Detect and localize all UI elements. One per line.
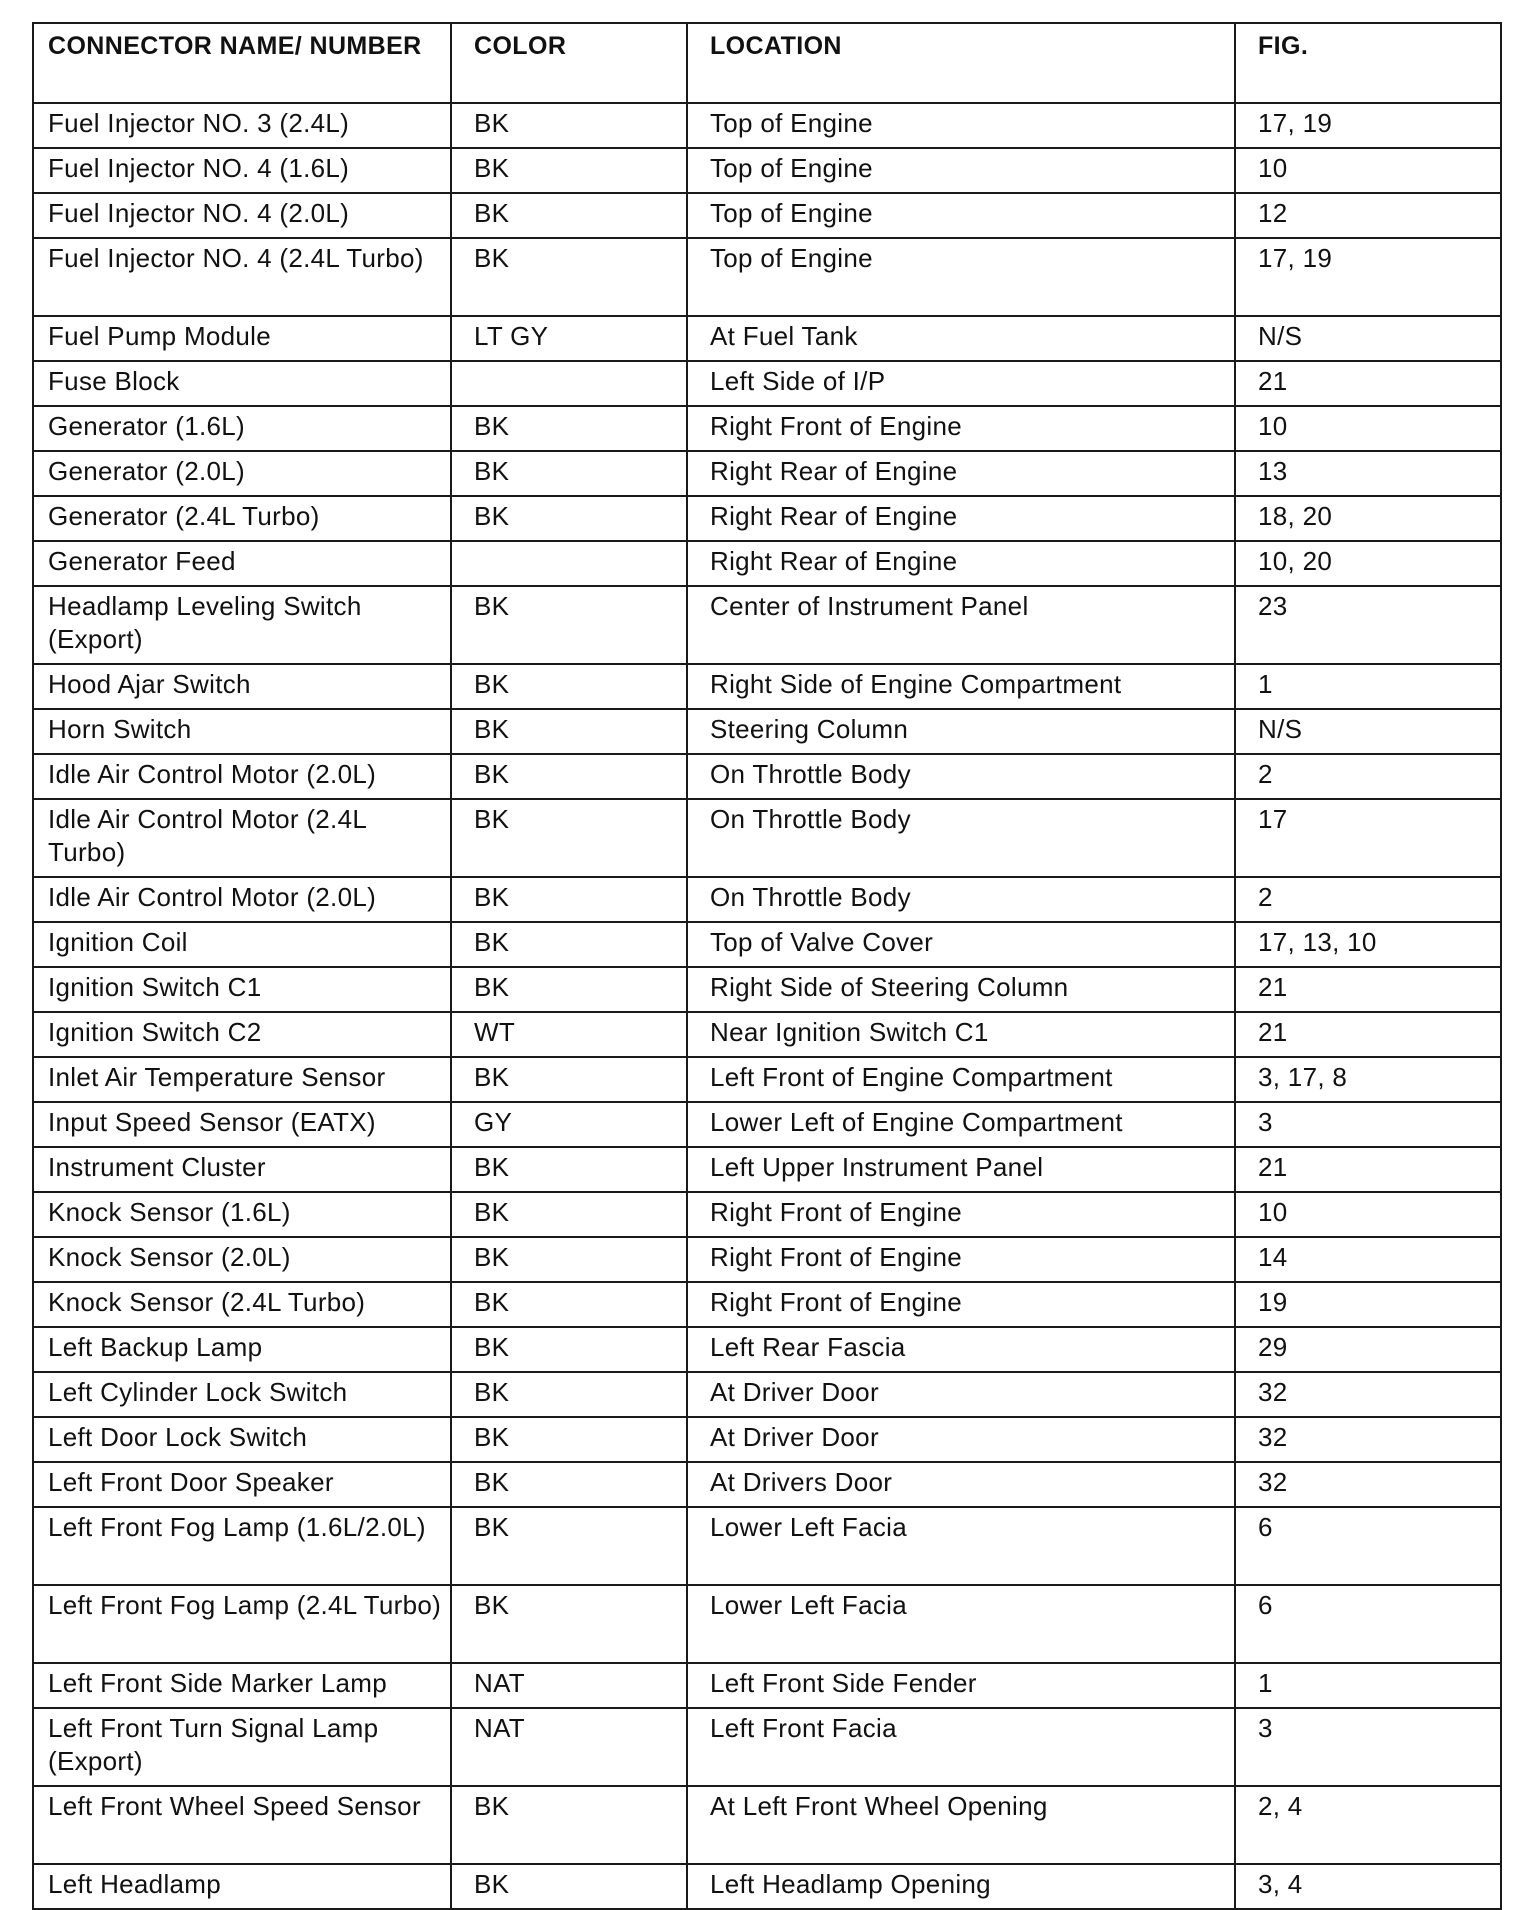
cell-connector-name: Generator (2.4L Turbo) xyxy=(33,496,451,541)
cell-location: Steering Column xyxy=(687,709,1235,754)
cell-color: BK xyxy=(451,664,687,709)
cell-fig: 29 xyxy=(1235,1327,1501,1372)
table-row xyxy=(33,1102,1501,1147)
cell-color: BK xyxy=(451,586,687,664)
cell-fig: 13 xyxy=(1235,451,1501,496)
cell-fig: 19 xyxy=(1235,1282,1501,1327)
cell-connector-name: Left Front Fog Lamp (1.6L/2.0L) xyxy=(33,1507,451,1585)
table-row xyxy=(33,799,1501,877)
cell-color: BK xyxy=(451,1147,687,1192)
cell-fig: 17, 13, 10 xyxy=(1235,922,1501,967)
cell-connector-name: Ignition Switch C1 xyxy=(33,967,451,1012)
cell-connector-name: Fuel Injector NO. 3 (2.4L) xyxy=(33,103,451,148)
cell-connector-name: Left Door Lock Switch xyxy=(33,1417,451,1462)
cell-connector-name: Generator (2.0L) xyxy=(33,451,451,496)
cell-location: At Fuel Tank xyxy=(687,316,1235,361)
cell-connector-name: Input Speed Sensor (EATX) xyxy=(33,1102,451,1147)
cell-location: Left Headlamp Opening xyxy=(687,1864,1235,1909)
table-row xyxy=(33,148,1501,193)
cell-color: NAT xyxy=(451,1663,687,1708)
cell-connector-name: Headlamp Leveling Switch (Export) xyxy=(33,586,451,664)
connector-table-page xyxy=(32,22,1502,1910)
cell-connector-name: Generator (1.6L) xyxy=(33,406,451,451)
cell-fig: 17 xyxy=(1235,799,1501,877)
cell-location: On Throttle Body xyxy=(687,877,1235,922)
cell-color: BK xyxy=(451,754,687,799)
cell-fig: 3, 4 xyxy=(1235,1864,1501,1909)
table-row xyxy=(33,1237,1501,1282)
cell-color: BK xyxy=(451,238,687,316)
cell-fig: 14 xyxy=(1235,1237,1501,1282)
cell-connector-name: Ignition Coil xyxy=(33,922,451,967)
cell-location: Top of Valve Cover xyxy=(687,922,1235,967)
cell-color: GY xyxy=(451,1102,687,1147)
cell-connector-name: Ignition Switch C2 xyxy=(33,1012,451,1057)
cell-connector-name: Knock Sensor (1.6L) xyxy=(33,1192,451,1237)
cell-location: Near Ignition Switch C1 xyxy=(687,1012,1235,1057)
cell-connector-name: Knock Sensor (2.0L) xyxy=(33,1237,451,1282)
table-row xyxy=(33,193,1501,238)
cell-fig: 2 xyxy=(1235,754,1501,799)
cell-connector-name: Inlet Air Temperature Sensor xyxy=(33,1057,451,1102)
cell-location: Right Side of Steering Column xyxy=(687,967,1235,1012)
cell-color: BK xyxy=(451,1237,687,1282)
cell-fig: 10 xyxy=(1235,406,1501,451)
cell-location: Left Front Facia xyxy=(687,1708,1235,1786)
table-row xyxy=(33,238,1501,316)
table-row xyxy=(33,1864,1501,1909)
cell-fig: 3 xyxy=(1235,1102,1501,1147)
cell-fig: 3 xyxy=(1235,1708,1501,1786)
cell-connector-name: Left Front Door Speaker xyxy=(33,1462,451,1507)
table-row xyxy=(33,541,1501,586)
cell-location: On Throttle Body xyxy=(687,754,1235,799)
cell-location: At Drivers Door xyxy=(687,1462,1235,1507)
cell-connector-name: Instrument Cluster xyxy=(33,1147,451,1192)
table-row xyxy=(33,361,1501,406)
cell-color: BK xyxy=(451,1507,687,1585)
cell-color: BK xyxy=(451,1372,687,1417)
header-location: LOCATION xyxy=(687,23,1235,103)
cell-fig: 6 xyxy=(1235,1585,1501,1663)
cell-fig: 21 xyxy=(1235,967,1501,1012)
cell-color: BK xyxy=(451,1192,687,1237)
table-row xyxy=(33,1663,1501,1708)
cell-fig: 17, 19 xyxy=(1235,238,1501,316)
cell-color: BK xyxy=(451,1864,687,1909)
table-row xyxy=(33,1585,1501,1663)
cell-connector-name: Fuel Injector NO. 4 (2.0L) xyxy=(33,193,451,238)
cell-connector-name: Left Cylinder Lock Switch xyxy=(33,1372,451,1417)
cell-fig: 10, 20 xyxy=(1235,541,1501,586)
cell-connector-name: Generator Feed xyxy=(33,541,451,586)
cell-connector-name: Idle Air Control Motor (2.0L) xyxy=(33,877,451,922)
cell-connector-name: Left Front Wheel Speed Sensor xyxy=(33,1786,451,1864)
cell-fig: N/S xyxy=(1235,709,1501,754)
cell-fig: 21 xyxy=(1235,361,1501,406)
table-row xyxy=(33,664,1501,709)
cell-location: Top of Engine xyxy=(687,238,1235,316)
table-row xyxy=(33,1372,1501,1417)
cell-location: Center of Instrument Panel xyxy=(687,586,1235,664)
cell-fig: 1 xyxy=(1235,664,1501,709)
cell-color: BK xyxy=(451,103,687,148)
table-row xyxy=(33,967,1501,1012)
table-row xyxy=(33,1282,1501,1327)
cell-location: At Driver Door xyxy=(687,1417,1235,1462)
table-row xyxy=(33,1327,1501,1372)
cell-fig: 32 xyxy=(1235,1417,1501,1462)
cell-color: BK xyxy=(451,148,687,193)
cell-fig: 1 xyxy=(1235,1663,1501,1708)
cell-fig: 2, 4 xyxy=(1235,1786,1501,1864)
cell-connector-name: Left Front Turn Signal Lamp (Export) xyxy=(33,1708,451,1786)
table-row xyxy=(33,709,1501,754)
table-row xyxy=(33,922,1501,967)
cell-fig: 32 xyxy=(1235,1372,1501,1417)
cell-location: At Driver Door xyxy=(687,1372,1235,1417)
table-row xyxy=(33,103,1501,148)
cell-fig: 17, 19 xyxy=(1235,103,1501,148)
cell-location: Top of Engine xyxy=(687,103,1235,148)
cell-connector-name: Left Front Fog Lamp (2.4L Turbo) xyxy=(33,1585,451,1663)
table-row xyxy=(33,586,1501,664)
cell-connector-name: Hood Ajar Switch xyxy=(33,664,451,709)
cell-fig: 10 xyxy=(1235,148,1501,193)
cell-color: BK xyxy=(451,406,687,451)
table-row xyxy=(33,1462,1501,1507)
cell-connector-name: Fuse Block xyxy=(33,361,451,406)
cell-location: Left Front of Engine Compartment xyxy=(687,1057,1235,1102)
cell-location: On Throttle Body xyxy=(687,799,1235,877)
cell-location: Right Rear of Engine xyxy=(687,496,1235,541)
table-row xyxy=(33,406,1501,451)
cell-connector-name: Horn Switch xyxy=(33,709,451,754)
cell-color: BK xyxy=(451,709,687,754)
table-row xyxy=(33,1057,1501,1102)
cell-fig: 32 xyxy=(1235,1462,1501,1507)
cell-color: BK xyxy=(451,1786,687,1864)
cell-color: BK xyxy=(451,1417,687,1462)
table-row xyxy=(33,1786,1501,1864)
cell-location: Lower Left Facia xyxy=(687,1585,1235,1663)
cell-color: BK xyxy=(451,1462,687,1507)
table-row xyxy=(33,451,1501,496)
header-connector-name: CONNECTOR NAME/ NUMBER xyxy=(33,23,451,103)
cell-location: Left Upper Instrument Panel xyxy=(687,1147,1235,1192)
cell-color: BK xyxy=(451,799,687,877)
cell-connector-name: Left Headlamp xyxy=(33,1864,451,1909)
cell-fig: 6 xyxy=(1235,1507,1501,1585)
cell-fig: 21 xyxy=(1235,1147,1501,1192)
cell-connector-name: Idle Air Control Motor (2.0L) xyxy=(33,754,451,799)
cell-location: Right Front of Engine xyxy=(687,406,1235,451)
cell-connector-name: Left Backup Lamp xyxy=(33,1327,451,1372)
cell-connector-name: Fuel Injector NO. 4 (1.6L) xyxy=(33,148,451,193)
cell-color: BK xyxy=(451,496,687,541)
cell-color: BK xyxy=(451,451,687,496)
cell-fig: 23 xyxy=(1235,586,1501,664)
cell-location: Right Rear of Engine xyxy=(687,541,1235,586)
cell-fig: 3, 17, 8 xyxy=(1235,1057,1501,1102)
cell-color: BK xyxy=(451,922,687,967)
cell-location: Top of Engine xyxy=(687,193,1235,238)
cell-location: Left Rear Fascia xyxy=(687,1327,1235,1372)
table-row xyxy=(33,1192,1501,1237)
cell-location: Right Front of Engine xyxy=(687,1192,1235,1237)
cell-location: Top of Engine xyxy=(687,148,1235,193)
cell-fig: N/S xyxy=(1235,316,1501,361)
cell-color: NAT xyxy=(451,1708,687,1786)
cell-color: WT xyxy=(451,1012,687,1057)
table-row xyxy=(33,754,1501,799)
cell-connector-name: Idle Air Control Motor (2.4L Turbo) xyxy=(33,799,451,877)
cell-connector-name: Fuel Injector NO. 4 (2.4L Turbo) xyxy=(33,238,451,316)
cell-location: At Left Front Wheel Opening xyxy=(687,1786,1235,1864)
cell-color: LT GY xyxy=(451,316,687,361)
cell-connector-name: Knock Sensor (2.4L Turbo) xyxy=(33,1282,451,1327)
header-color: COLOR xyxy=(451,23,687,103)
cell-connector-name: Left Front Side Marker Lamp xyxy=(33,1663,451,1708)
table-row xyxy=(33,1012,1501,1057)
cell-color: BK xyxy=(451,1585,687,1663)
cell-location: Lower Left Facia xyxy=(687,1507,1235,1585)
cell-location: Right Side of Engine Compartment xyxy=(687,664,1235,709)
cell-color: BK xyxy=(451,1282,687,1327)
cell-location: Left Front Side Fender xyxy=(687,1663,1235,1708)
cell-color xyxy=(451,361,687,406)
cell-fig: 10 xyxy=(1235,1192,1501,1237)
cell-fig: 12 xyxy=(1235,193,1501,238)
cell-fig: 18, 20 xyxy=(1235,496,1501,541)
cell-color: BK xyxy=(451,1327,687,1372)
cell-fig: 2 xyxy=(1235,877,1501,922)
table-row xyxy=(33,1507,1501,1585)
header-fig: FIG. xyxy=(1235,23,1501,103)
cell-color xyxy=(451,541,687,586)
table-header-row xyxy=(33,23,1501,103)
cell-location: Left Side of I/P xyxy=(687,361,1235,406)
connector-table xyxy=(32,22,1502,1910)
table-row xyxy=(33,1417,1501,1462)
cell-connector-name: Fuel Pump Module xyxy=(33,316,451,361)
cell-location: Right Front of Engine xyxy=(687,1282,1235,1327)
cell-color: BK xyxy=(451,967,687,1012)
table-row xyxy=(33,1147,1501,1192)
table-row xyxy=(33,316,1501,361)
cell-color: BK xyxy=(451,877,687,922)
cell-color: BK xyxy=(451,193,687,238)
cell-location: Lower Left of Engine Compartment xyxy=(687,1102,1235,1147)
cell-fig: 21 xyxy=(1235,1012,1501,1057)
table-row xyxy=(33,496,1501,541)
table-row xyxy=(33,877,1501,922)
cell-color: BK xyxy=(451,1057,687,1102)
cell-location: Right Front of Engine xyxy=(687,1237,1235,1282)
table-row xyxy=(33,1708,1501,1786)
cell-location: Right Rear of Engine xyxy=(687,451,1235,496)
